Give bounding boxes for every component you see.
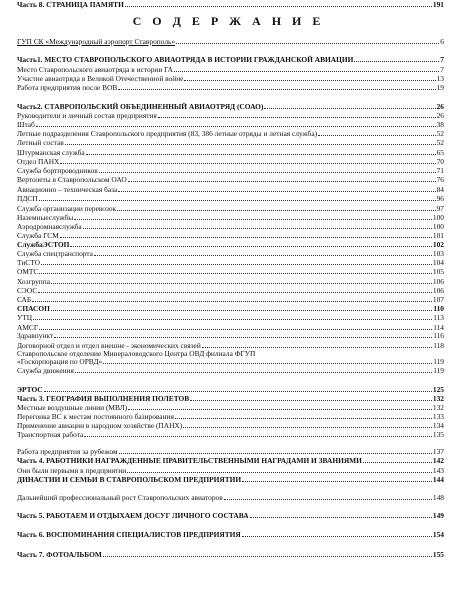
toc-entry-title: Летный состав bbox=[17, 138, 64, 147]
page-number: 106 bbox=[432, 286, 444, 295]
page-number: 135 bbox=[432, 430, 444, 439]
toc-entry-title: Часть 8. СТРАНИЦА ПАМЯТИ bbox=[17, 0, 124, 9]
toc-entry-title: Вертолеты в Ставропольском ОАО bbox=[17, 175, 127, 184]
toc-entry[interactable] bbox=[17, 129, 444, 138]
toc-entry-title: Служба ГСМ bbox=[17, 231, 59, 240]
dot-leader bbox=[83, 228, 432, 229]
toc-entry-title: Служба спецтранспорта bbox=[17, 249, 93, 258]
toc-entry[interactable] bbox=[17, 412, 444, 421]
dot-leader bbox=[354, 61, 439, 62]
toc-entry[interactable] bbox=[17, 466, 444, 475]
dot-leader bbox=[190, 400, 432, 401]
dot-leader bbox=[118, 89, 435, 90]
toc-entry[interactable] bbox=[17, 83, 444, 92]
dot-leader bbox=[86, 154, 436, 155]
dot-leader bbox=[264, 108, 435, 109]
dot-leader bbox=[51, 310, 432, 311]
toc-entry[interactable] bbox=[17, 277, 444, 286]
toc-chapter[interactable] bbox=[17, 0, 444, 9]
dot-leader bbox=[363, 462, 432, 463]
page-number: 125 bbox=[432, 385, 444, 394]
dot-leader bbox=[242, 481, 432, 482]
page-number: 134 bbox=[432, 421, 444, 430]
toc-entry-title: Применение авиации в народном хозяйстве (ПАНХ) bbox=[17, 421, 183, 430]
dot-leader bbox=[128, 409, 432, 410]
page-number: 191 bbox=[432, 0, 444, 9]
toc-entry[interactable] bbox=[17, 249, 444, 258]
page-number: 104 bbox=[432, 258, 444, 267]
toc-entry-title: Ставропольское отделение Минераловодского Центра ОВД филиала ФГУП bbox=[17, 349, 256, 358]
dot-leader bbox=[70, 246, 431, 247]
toc-entry-title: Перегонка ВС к местам постоянного базирования bbox=[17, 412, 174, 421]
toc-entry-title: Служба организации перевозок bbox=[17, 204, 117, 213]
toc-entry[interactable] bbox=[17, 304, 444, 313]
toc-entry[interactable] bbox=[17, 74, 444, 83]
dot-leader bbox=[36, 126, 436, 127]
page-number: 7 bbox=[440, 65, 444, 74]
dot-leader bbox=[125, 6, 432, 7]
toc-entry[interactable] bbox=[17, 286, 444, 295]
dot-leader bbox=[202, 347, 432, 348]
dot-leader bbox=[175, 418, 432, 419]
page-number: 107 bbox=[432, 295, 444, 304]
toc-entry[interactable] bbox=[17, 493, 444, 502]
dot-leader bbox=[103, 556, 432, 557]
toc-entry-title: ГУП СК «Международный аэропорт Ставрополь» bbox=[17, 37, 176, 46]
toc-entry-title: Дальнейший профессиональный рост Ставропольских авиаторов bbox=[17, 493, 223, 502]
page-number: 84 bbox=[436, 185, 444, 194]
page-number: 52 bbox=[436, 138, 444, 147]
toc-chapter[interactable] bbox=[17, 394, 444, 403]
toc-entry-title: Работа предприятия за рубежом bbox=[17, 447, 118, 456]
toc-entry-title: Штаб bbox=[17, 120, 35, 129]
dot-leader bbox=[127, 472, 432, 473]
toc-entry-title: Часть 7. ФОТОАЛЬБОМ bbox=[17, 550, 102, 559]
toc-entry-title: СПАСОП bbox=[17, 304, 50, 313]
toc-entry-title: ДИНАСТИИ И СЕМЬИ В СТАВРОПОЛЬСКОМ ПРЕДПРИЯТИИ bbox=[17, 475, 242, 484]
dot-leader bbox=[39, 200, 436, 201]
page-number: 52 bbox=[436, 129, 444, 138]
toc-entry-title: Авиационно – техническая база bbox=[17, 185, 118, 194]
dot-leader bbox=[318, 135, 436, 136]
toc-entry-title: ТиСТО bbox=[17, 258, 40, 267]
toc-entry[interactable] bbox=[17, 194, 444, 203]
dot-leader bbox=[119, 453, 432, 454]
dot-leader bbox=[54, 337, 432, 338]
toc-entry-title: Руководители и личный состав предприятия bbox=[17, 111, 157, 120]
dot-leader bbox=[74, 219, 432, 220]
toc-entry-title: Здравпункт bbox=[17, 331, 54, 340]
page-number: 143 bbox=[432, 466, 444, 475]
page-number: 137 bbox=[432, 447, 444, 456]
toc-entry-title: Часть1. МЕСТО СТАВРОПОЛЬСКОГО АВИАОТРЯДА В ИСТОРИИ ГРАЖДАНСКОЙ АВИАЦИИ bbox=[17, 55, 354, 64]
page-number: 70 bbox=[436, 157, 444, 166]
toc-entry[interactable] bbox=[17, 185, 444, 194]
dot-leader bbox=[184, 80, 435, 81]
toc-entry[interactable] bbox=[17, 204, 444, 213]
page-number: 148 bbox=[432, 493, 444, 502]
page-number: 119 bbox=[433, 357, 444, 366]
toc-chapter[interactable] bbox=[17, 550, 444, 559]
page-number: 110 bbox=[433, 304, 444, 313]
toc-entry[interactable] bbox=[17, 258, 444, 267]
page-number: 76 bbox=[436, 175, 444, 184]
toc-entry-title: ОМТС bbox=[17, 267, 39, 276]
dot-leader bbox=[103, 363, 432, 364]
toc-entry[interactable] bbox=[17, 267, 444, 276]
toc-entry[interactable] bbox=[17, 65, 444, 74]
toc-entry[interactable] bbox=[17, 231, 444, 240]
toc-entry-title: Транспортная работа bbox=[17, 430, 84, 439]
dot-leader bbox=[158, 117, 436, 118]
toc-entry[interactable] bbox=[17, 331, 444, 340]
page-number: 26 bbox=[436, 111, 444, 120]
page-number: 6 bbox=[440, 37, 444, 46]
page-number: 113 bbox=[433, 313, 444, 322]
page-number: 102 bbox=[432, 240, 444, 249]
toc-entry[interactable] bbox=[17, 421, 444, 430]
page-number: 96 bbox=[436, 194, 444, 203]
toc-entry-title: Местные воздушные линии (МВЛ) bbox=[17, 403, 128, 412]
toc-entry[interactable] bbox=[17, 430, 444, 439]
page-number: 97 bbox=[436, 204, 444, 213]
page-number: 133 bbox=[432, 412, 444, 421]
toc-entry[interactable] bbox=[17, 148, 444, 157]
toc-entry-title: «Госкорпорация по ОРВД» bbox=[17, 357, 103, 366]
dot-leader bbox=[38, 292, 432, 293]
toc-entry-title: Место Ставропольского авиаотряда в истории ГА bbox=[17, 65, 173, 74]
toc-entry[interactable] bbox=[17, 313, 444, 322]
page-number: 38 bbox=[436, 120, 444, 129]
dot-leader bbox=[128, 181, 436, 182]
toc-entry[interactable] bbox=[17, 475, 444, 484]
toc-entry-title: ПДСП bbox=[17, 194, 38, 203]
toc-chapter[interactable] bbox=[17, 456, 444, 465]
toc-entry-title: Наземныеслужбы bbox=[17, 213, 74, 222]
dot-leader bbox=[183, 427, 432, 428]
toc-entry[interactable] bbox=[17, 175, 444, 184]
toc-entry[interactable] bbox=[17, 385, 444, 394]
toc-chapter[interactable] bbox=[17, 55, 444, 64]
dot-leader bbox=[60, 237, 432, 238]
page-number: 71 bbox=[436, 166, 444, 175]
toc-chapter[interactable] bbox=[17, 511, 444, 520]
toc-entry-title: Служба движения bbox=[17, 366, 74, 375]
toc-entry-title: СЭОС bbox=[17, 286, 38, 295]
toc-entry-title: АМСГ bbox=[17, 323, 39, 332]
toc-entry-title: СлужбаЭСТОП bbox=[17, 240, 70, 249]
toc-entry[interactable] bbox=[17, 37, 444, 46]
toc-entry-title: Часть2. СТАВРОПОЛЬСКИЙ ОБЪЕДИНЕННЫЙ АВИАОТРЯД (СОАО) bbox=[17, 102, 264, 111]
toc-entry-title: Летные подразделения Ставропольского предприятия (83, 386 летные отряды и летная служба) bbox=[17, 129, 318, 138]
page-number: 101 bbox=[432, 231, 444, 240]
page-number: 103 bbox=[432, 249, 444, 258]
toc-entry[interactable] bbox=[17, 403, 444, 412]
toc-entry[interactable] bbox=[17, 138, 444, 147]
page-number: 7 bbox=[440, 55, 444, 64]
toc-entry-title: Хозгруппа bbox=[17, 277, 51, 286]
toc-entry-title: Часть 5. РАБОТАЕМ И ОТДЫХАЕМ ДОСУГ ЛИЧНОГО СОСТАВА bbox=[17, 511, 249, 520]
dot-leader bbox=[250, 517, 432, 518]
toc-entry-title: Часть 6. ВОСПОМИНАНИЯ СПЕЦИАЛИСТОВ ПРЕДПРИЯТИЯ bbox=[17, 530, 241, 539]
dot-leader bbox=[118, 191, 435, 192]
toc-entry[interactable] bbox=[17, 213, 444, 222]
toc-chapter[interactable] bbox=[17, 102, 444, 111]
toc-entry-title: ЭРТОС bbox=[17, 385, 43, 394]
toc-entry[interactable] bbox=[17, 166, 444, 175]
toc-entry-title: Служба бортпроводников bbox=[17, 166, 98, 175]
toc-entry[interactable] bbox=[17, 447, 444, 456]
dot-leader bbox=[242, 536, 432, 537]
toc-entry-title: Они были первыми в предприятии bbox=[17, 466, 127, 475]
dot-leader bbox=[99, 172, 436, 173]
page-number: 142 bbox=[432, 456, 444, 465]
toc-entry-title: Часть 4. РАБОТНИКИ НАГРАЖДЕННЫЕ ПРАВИТЕЛЬСТВЕННЫМИ НАГРАДАМИ И ЗВАНИЯМИ bbox=[17, 456, 362, 465]
dot-leader bbox=[33, 319, 432, 320]
page-number: 116 bbox=[433, 331, 444, 340]
page-number: 149 bbox=[432, 511, 444, 520]
toc-entry-title: УТЦ bbox=[17, 313, 33, 322]
page-title: С О Д Е Р Ж А Н И Е bbox=[132, 14, 325, 28]
dot-leader bbox=[60, 163, 435, 164]
toc-entry[interactable] bbox=[17, 295, 444, 304]
toc-entry[interactable] bbox=[17, 222, 444, 231]
toc-entry-title: Отдел ПАНХ bbox=[17, 157, 60, 166]
dot-leader bbox=[44, 391, 432, 392]
page-number: 144 bbox=[432, 475, 444, 484]
page-number: 65 bbox=[436, 148, 444, 157]
dot-leader bbox=[51, 283, 432, 284]
toc-entry[interactable] bbox=[17, 111, 444, 120]
dot-leader bbox=[39, 329, 432, 330]
page-number: 13 bbox=[436, 74, 444, 83]
toc-entry[interactable] bbox=[17, 240, 444, 249]
dot-leader bbox=[94, 255, 432, 256]
dot-leader bbox=[39, 273, 432, 274]
page-number: 106 bbox=[432, 277, 444, 286]
page-number: 155 bbox=[432, 550, 444, 559]
dot-leader bbox=[32, 301, 432, 302]
toc-entry-title: Договорной отдел и отдел внешне - экономических связей bbox=[17, 341, 201, 350]
toc-entry-title: Работа предприятия после ВОВ bbox=[17, 83, 118, 92]
dot-leader bbox=[176, 43, 439, 44]
page-number: 118 bbox=[433, 341, 444, 350]
toc-entry[interactable] bbox=[17, 157, 444, 166]
toc-entry[interactable] bbox=[17, 357, 444, 366]
page-number: 100 bbox=[432, 213, 444, 222]
page-number: 132 bbox=[432, 403, 444, 412]
toc-entry-title: САБ bbox=[17, 295, 32, 304]
page-number: 105 bbox=[432, 267, 444, 276]
toc-chapter[interactable] bbox=[17, 530, 444, 539]
toc-entry-title: Часть 3. ГЕОГРАФИЯ ВЫПОЛНЕНИЯ ПОЛЕТОВ bbox=[17, 394, 190, 403]
dot-leader bbox=[41, 264, 432, 265]
dot-leader bbox=[65, 144, 436, 145]
dot-leader bbox=[117, 210, 435, 211]
page-number: 154 bbox=[432, 530, 444, 539]
toc-entry[interactable] bbox=[17, 366, 444, 375]
toc-entry-title: Штурманская служба bbox=[17, 148, 85, 157]
page-number: 114 bbox=[433, 323, 444, 332]
toc-entry-title: Участие авиаотряда в Великой Отечественной войне bbox=[17, 74, 184, 83]
dot-leader bbox=[75, 372, 432, 373]
page-number: 100 bbox=[432, 222, 444, 231]
dot-leader bbox=[224, 499, 432, 500]
toc-entry-title: Аэродромнаяслужба bbox=[17, 222, 82, 231]
page-number: 26 bbox=[436, 102, 444, 111]
page-number: 19 bbox=[436, 83, 444, 92]
dot-leader bbox=[174, 71, 439, 72]
page-number: 132 bbox=[432, 394, 444, 403]
toc-entry[interactable] bbox=[17, 120, 444, 129]
page-number: 119 bbox=[433, 366, 444, 375]
dot-leader bbox=[84, 436, 432, 437]
